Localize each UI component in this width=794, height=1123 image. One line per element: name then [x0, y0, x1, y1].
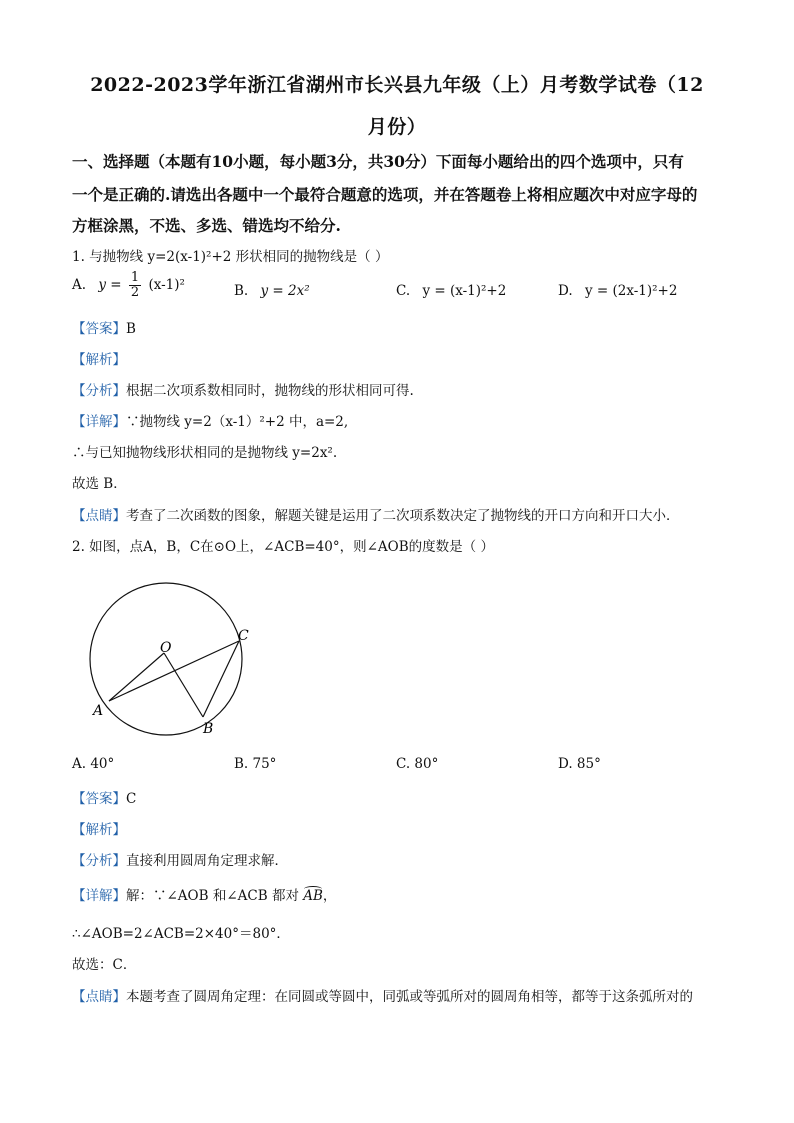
q2-dianjing-text: 本题考查了圆周角定理：在同圆或等圆中，同弧或等弧所对的圆周角相等，都等于这条弧所对的 [126, 989, 693, 1005]
section-instruction-line2: 一个是正确的.请选出各题中一个最符合题意的选项，并在答题卷上将相应题次中对应字母的 [72, 185, 698, 204]
q1-answer [72, 317, 136, 337]
q1-therefore: ∴与已知抛物线形状相同的是抛物线 y=2x². [72, 445, 338, 461]
q1-dianjing-text: 考查了二次函数的图象，解题关键是运用了二次项系数决定了抛物线的开口方向和开口大小． [126, 508, 680, 524]
q1-option-a [72, 271, 185, 300]
segment-bc [203, 641, 239, 717]
q1-option-d-expr: y = (2x-1)²+2 [584, 283, 678, 299]
q1-option-b-label: B. [234, 283, 249, 299]
q1-option-b [234, 283, 310, 299]
q2-option-a: A. 40° [72, 756, 115, 772]
q2-fenxi-tag: 【分析】 [72, 853, 126, 869]
q1-option-c [396, 283, 506, 299]
segment-ob [164, 653, 203, 717]
q1-option-a-fraction [129, 271, 141, 300]
q2-xiangjie-tag: 【详解】 [72, 888, 126, 904]
q1-dianjing [72, 504, 680, 524]
q2-fenxi [72, 849, 288, 869]
arc-ab-symbol: AB [303, 888, 323, 904]
label-b: B [203, 721, 214, 737]
label-c: C [238, 628, 249, 644]
q1-jiexi-tag: 【解析】 [72, 352, 126, 368]
label-o: O [160, 640, 172, 656]
q2-fenxi-text: 直接利用圆周角定理求解． [126, 853, 288, 869]
q2-option-b: B. 75° [234, 756, 277, 772]
q1-fenxi-tag: 【分析】 [72, 383, 126, 399]
q1-option-c-label: C. [396, 283, 411, 299]
q1-option-a-numerator: 1 [130, 270, 140, 285]
q2-xiangjie-text: 解：∵∠AOB 和∠ACB 都对 [126, 888, 299, 904]
q2-dianjing [72, 985, 693, 1005]
q1-answer-value: B [126, 321, 136, 337]
q2-answer-tag: 【答案】 [72, 791, 126, 807]
q1-option-b-expr: y = 2x² [260, 283, 310, 299]
q1-option-c-expr: y = (x-1)²+2 [422, 283, 507, 299]
q1-xiangjie-text: ∵抛物线 y=2（x-1）²+2 中，a=2, [126, 414, 349, 430]
q2-choose: 故选：C． [72, 957, 137, 973]
q1-xiangjie [72, 410, 348, 430]
q2-option-d: D. 85° [558, 756, 601, 772]
q1-fenxi-text: 根据二次项系数相同时，抛物线的形状相同可得. [126, 383, 414, 399]
q1-option-a-label: A. [72, 277, 87, 293]
q1-choose: 故选 B． [72, 476, 127, 492]
q2-jiexi [72, 818, 126, 838]
circle-o [90, 583, 242, 735]
q2-answer-value: C [126, 791, 137, 807]
exam-title-line1: 2022-2023学年浙江省湖州市长兴县九年级（上）月考数学试卷（12 [90, 74, 704, 96]
q1-option-a-y: y = [98, 277, 122, 293]
q1-option-a-rest: (x-1)² [148, 277, 185, 293]
q1-stem: 1. 与抛物线 y=2(x-1)²+2 形状相同的抛物线是（ ） [72, 249, 389, 265]
circle-figure [80, 570, 280, 740]
segment-oa [109, 653, 164, 701]
q2-jiexi-tag: 【解析】 [72, 822, 126, 838]
q2-xiangjie [72, 884, 336, 904]
q2-answer [72, 787, 136, 807]
q1-jiexi [72, 348, 126, 368]
section-instruction-line1: 一、选择题（本题有10小题，每小题3分，共30分）下面每小题给出的四个选项中，只有 [72, 152, 684, 171]
q1-option-d [558, 283, 677, 299]
q1-answer-tag: 【答案】 [72, 321, 126, 337]
q1-dianjing-tag: 【点睛】 [72, 508, 126, 524]
q1-fenxi [72, 379, 414, 399]
q1-option-a-denominator: 2 [130, 285, 140, 300]
exam-title-line2: 月份） [367, 116, 427, 138]
label-a: A [93, 703, 104, 719]
q1-option-d-label: D. [558, 283, 573, 299]
segment-ac [109, 641, 239, 701]
q2-dianjing-tag: 【点睛】 [72, 989, 126, 1005]
section-instruction-line3: 方框涂黑，不选、多选、错选均不给分. [72, 216, 341, 235]
q2-xiangjie-post: ， [322, 888, 337, 904]
q2-option-c: C. 80° [396, 756, 439, 772]
q1-xiangjie-tag: 【详解】 [72, 414, 126, 430]
q2-stem: 2. 如图，点A，B，C在⊙O上，∠ACB=40°，则∠AOB的度数是（ ） [72, 539, 494, 555]
q2-therefore: ∴∠AOB=2∠ACB=2×40°＝80°． [72, 926, 290, 942]
